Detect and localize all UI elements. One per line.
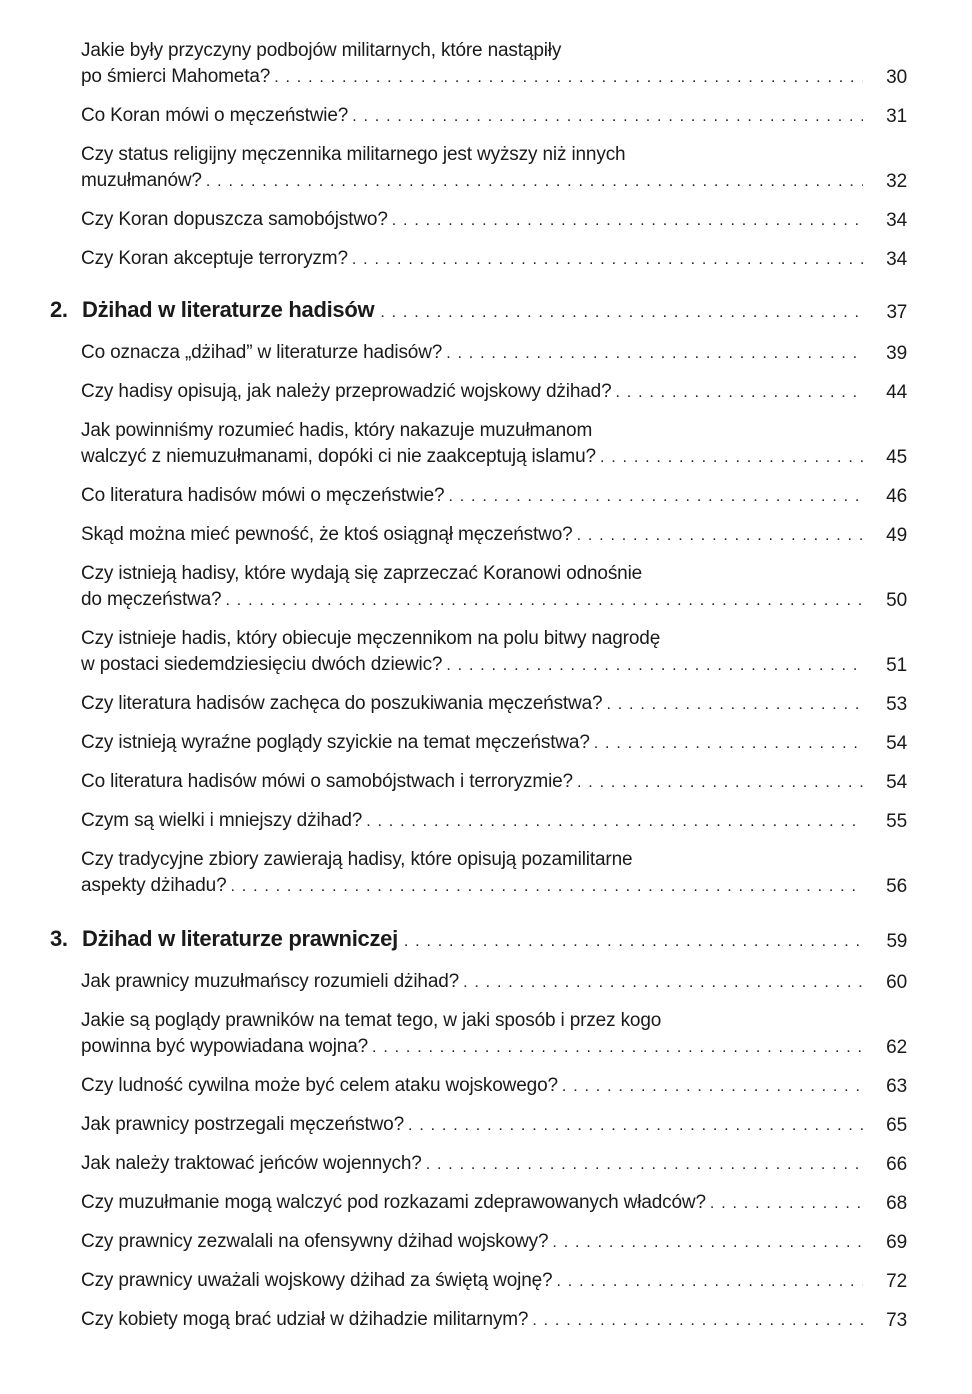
dot-leader bbox=[577, 770, 863, 796]
toc-entry-title-line: Jakie były przyczyny podbojów militarnych, które nastąpiły bbox=[81, 40, 562, 61]
dot-leader bbox=[380, 298, 863, 328]
dot-leader bbox=[366, 809, 863, 835]
toc-entry-title-line: po śmierci Mahometa? bbox=[81, 66, 271, 87]
toc-entry-title-line: Czy literatura hadisów zachęca do poszukiwania męczeństwa? bbox=[81, 693, 603, 714]
chapter-title: Dżihad w literaturze hadisów bbox=[82, 297, 375, 322]
dot-leader bbox=[600, 445, 863, 471]
toc-entry[interactable] bbox=[81, 1008, 907, 1061]
toc-page-number: 65 bbox=[886, 1115, 907, 1136]
dot-leader bbox=[616, 380, 864, 406]
dot-leader bbox=[710, 1191, 863, 1217]
toc-page-number: 62 bbox=[886, 1037, 907, 1058]
toc-entry-title-line: aspekty dżihadu? bbox=[81, 875, 227, 896]
toc-page-number: 66 bbox=[886, 1154, 907, 1175]
toc-entry[interactable] bbox=[81, 246, 907, 273]
dot-leader bbox=[426, 1152, 863, 1178]
toc-page-number: 72 bbox=[886, 1271, 907, 1292]
toc-entry[interactable] bbox=[81, 808, 907, 835]
dot-leader bbox=[230, 874, 863, 900]
toc-entry-title-line: Co literatura hadisów mówi o samobójstwach i terroryzmie? bbox=[81, 771, 573, 792]
dot-leader bbox=[372, 1035, 863, 1061]
toc-entry-title-line: walczyć z niemuzułmanami, dopóki ci nie zaakceptują islamu? bbox=[81, 446, 596, 467]
chapter-number: 2. bbox=[50, 297, 68, 322]
dot-leader bbox=[446, 653, 863, 679]
toc-page-number: 73 bbox=[886, 1310, 907, 1331]
table-of-contents bbox=[0, 38, 972, 1346]
dot-leader bbox=[274, 65, 863, 91]
dot-leader bbox=[352, 247, 863, 273]
toc-entry-title-line: Jakie są poglądy prawników na temat tego, w jaki sposób i przez kogo bbox=[81, 1010, 662, 1031]
toc-entry[interactable] bbox=[81, 483, 907, 510]
toc-entry[interactable] bbox=[81, 1190, 907, 1217]
toc-entry-title-line: w postaci siedemdziesięciu dwóch dziewic? bbox=[81, 654, 443, 675]
toc-entry[interactable] bbox=[81, 1229, 907, 1256]
toc-entry-title-line: muzułmanów? bbox=[81, 170, 202, 191]
toc-section-continued bbox=[0, 38, 972, 273]
toc-chapter-3 bbox=[0, 924, 972, 1334]
toc-entry-title-line: Jak prawnicy muzułmańscy rozumieli dżihad? bbox=[81, 971, 460, 992]
toc-entry[interactable] bbox=[81, 38, 907, 91]
dot-leader bbox=[606, 692, 863, 718]
dot-leader bbox=[448, 484, 863, 510]
toc-page-number: 34 bbox=[886, 210, 907, 231]
chapter-page-number: 37 bbox=[886, 302, 907, 323]
toc-entry-title-line: do męczeństwa? bbox=[81, 589, 222, 610]
toc-page-number: 45 bbox=[886, 447, 907, 468]
toc-page-number: 50 bbox=[886, 590, 907, 611]
toc-page-number: 60 bbox=[886, 972, 907, 993]
dot-leader bbox=[556, 1269, 863, 1295]
toc-entry[interactable] bbox=[81, 103, 907, 130]
toc-entry-title-line: Czy istnieją hadisy, które wydają się zaprzeczać Koranowi odnośnie bbox=[81, 563, 643, 584]
toc-entry-title-line: Co literatura hadisów mówi o męczeństwie? bbox=[81, 485, 445, 506]
dot-leader bbox=[446, 341, 863, 367]
toc-entry[interactable] bbox=[81, 969, 907, 996]
chapter-heading[interactable] bbox=[50, 924, 907, 957]
toc-entry-title-line: Czy hadisy opisują, jak należy przeprowadzić wojskowy dżihad? bbox=[81, 381, 612, 402]
toc-entry[interactable] bbox=[81, 1073, 907, 1100]
dot-leader bbox=[206, 169, 863, 195]
toc-entry-title-line: Skąd można mieć pewność, że ktoś osiągnął męczeństwo? bbox=[81, 524, 573, 545]
toc-entry[interactable] bbox=[81, 418, 907, 471]
toc-entry-title-line: Jak należy traktować jeńców wojennych? bbox=[81, 1153, 422, 1174]
toc-entry-title-line: Czy prawnicy zezwalali na ofensywny dżihad wojskowy? bbox=[81, 1231, 549, 1252]
toc-chapter-2 bbox=[0, 295, 972, 900]
toc-entry-title-line: Czy Koran dopuszcza samobójstwo? bbox=[81, 209, 388, 230]
toc-page-number: 39 bbox=[886, 343, 907, 364]
toc-page-number: 51 bbox=[886, 655, 907, 676]
toc-page-number: 46 bbox=[886, 486, 907, 507]
toc-entry[interactable] bbox=[81, 1268, 907, 1295]
toc-page-number: 32 bbox=[886, 171, 907, 192]
dot-leader bbox=[408, 1113, 863, 1139]
toc-entry-title-line: Czy tradycyjne zbiory zawierają hadisy, które opisują pozamilitarne bbox=[81, 849, 633, 870]
toc-page-number: 56 bbox=[886, 876, 907, 897]
toc-page-number: 53 bbox=[886, 694, 907, 715]
toc-page-number: 34 bbox=[886, 249, 907, 270]
toc-entry[interactable] bbox=[81, 142, 907, 195]
dot-leader bbox=[552, 1230, 863, 1256]
chapter-heading[interactable] bbox=[50, 295, 907, 328]
toc-entry-title-line: Co Koran mówi o męczeństwie? bbox=[81, 105, 349, 126]
dot-leader bbox=[594, 731, 863, 757]
toc-entry-title-line: Czy prawnicy uważali wojskowy dżihad za świętą wojnę? bbox=[81, 1270, 553, 1291]
toc-entry[interactable] bbox=[81, 847, 907, 900]
toc-entry-title-line: Czym są wielki i mniejszy dżihad? bbox=[81, 810, 363, 831]
dot-leader bbox=[562, 1074, 863, 1100]
toc-page-number: 54 bbox=[886, 733, 907, 754]
toc-page-number: 44 bbox=[886, 382, 907, 403]
toc-entry-title-line: Jak powinniśmy rozumieć hadis, który nakazuje muzułmanom bbox=[81, 420, 593, 441]
dot-leader bbox=[404, 927, 863, 957]
toc-entry[interactable] bbox=[81, 207, 907, 234]
toc-entry-title-line: powinna być wypowiadana wojna? bbox=[81, 1036, 369, 1057]
chapter-page-number: 59 bbox=[886, 931, 907, 952]
toc-page-number: 69 bbox=[886, 1232, 907, 1253]
toc-entry[interactable] bbox=[81, 379, 907, 406]
toc-page-number: 55 bbox=[886, 811, 907, 832]
chapter-number: 3. bbox=[50, 926, 68, 951]
toc-entry-title-line: Czy Koran akceptuje terroryzm? bbox=[81, 248, 348, 269]
dot-leader bbox=[577, 523, 863, 549]
dot-leader bbox=[225, 588, 863, 614]
toc-entry-title-line: Jak prawnicy postrzegali męczeństwo? bbox=[81, 1114, 405, 1135]
dot-leader bbox=[352, 104, 863, 130]
dot-leader bbox=[392, 208, 863, 234]
toc-page-number: 54 bbox=[886, 772, 907, 793]
toc-entry-title-line: Czy istnieje hadis, który obiecuje męczennikom na polu bitwy nagrodę bbox=[81, 628, 661, 649]
toc-entry[interactable] bbox=[81, 769, 907, 796]
chapter-title: Dżihad w literaturze prawniczej bbox=[82, 926, 398, 951]
toc-entry-title-line: Czy ludność cywilna może być celem ataku wojskowego? bbox=[81, 1075, 558, 1096]
toc-page-number: 30 bbox=[886, 67, 907, 88]
toc-entry-title-line: Czy status religijny męczennika militarnego jest wyższy niż innych bbox=[81, 144, 626, 165]
dot-leader bbox=[463, 970, 863, 996]
toc-page-number: 68 bbox=[886, 1193, 907, 1214]
toc-entry[interactable] bbox=[81, 522, 907, 549]
toc-entry[interactable] bbox=[81, 1307, 907, 1334]
toc-page-number: 49 bbox=[886, 525, 907, 546]
toc-page-number: 63 bbox=[886, 1076, 907, 1097]
toc-entry-title-line: Czy kobiety mogą brać udział w dżihadzie militarnym? bbox=[81, 1309, 529, 1330]
toc-entry[interactable] bbox=[81, 340, 907, 367]
toc-page-number: 31 bbox=[886, 106, 907, 127]
toc-entry[interactable] bbox=[81, 730, 907, 757]
toc-entry-title-line: Czy muzułmanie mogą walczyć pod rozkazami zdeprawowanych władców? bbox=[81, 1192, 706, 1213]
toc-entry[interactable] bbox=[81, 691, 907, 718]
toc-entry[interactable] bbox=[81, 1112, 907, 1139]
dot-leader bbox=[532, 1308, 863, 1334]
toc-entry-title-line: Czy istnieją wyraźne poglądy szyickie na temat męczeństwa? bbox=[81, 732, 590, 753]
toc-entry[interactable] bbox=[81, 561, 907, 614]
toc-entry[interactable] bbox=[81, 1151, 907, 1178]
toc-entry[interactable] bbox=[81, 626, 907, 679]
toc-entry-title-line: Co oznacza „dżihad” w literaturze hadisów? bbox=[81, 342, 443, 363]
